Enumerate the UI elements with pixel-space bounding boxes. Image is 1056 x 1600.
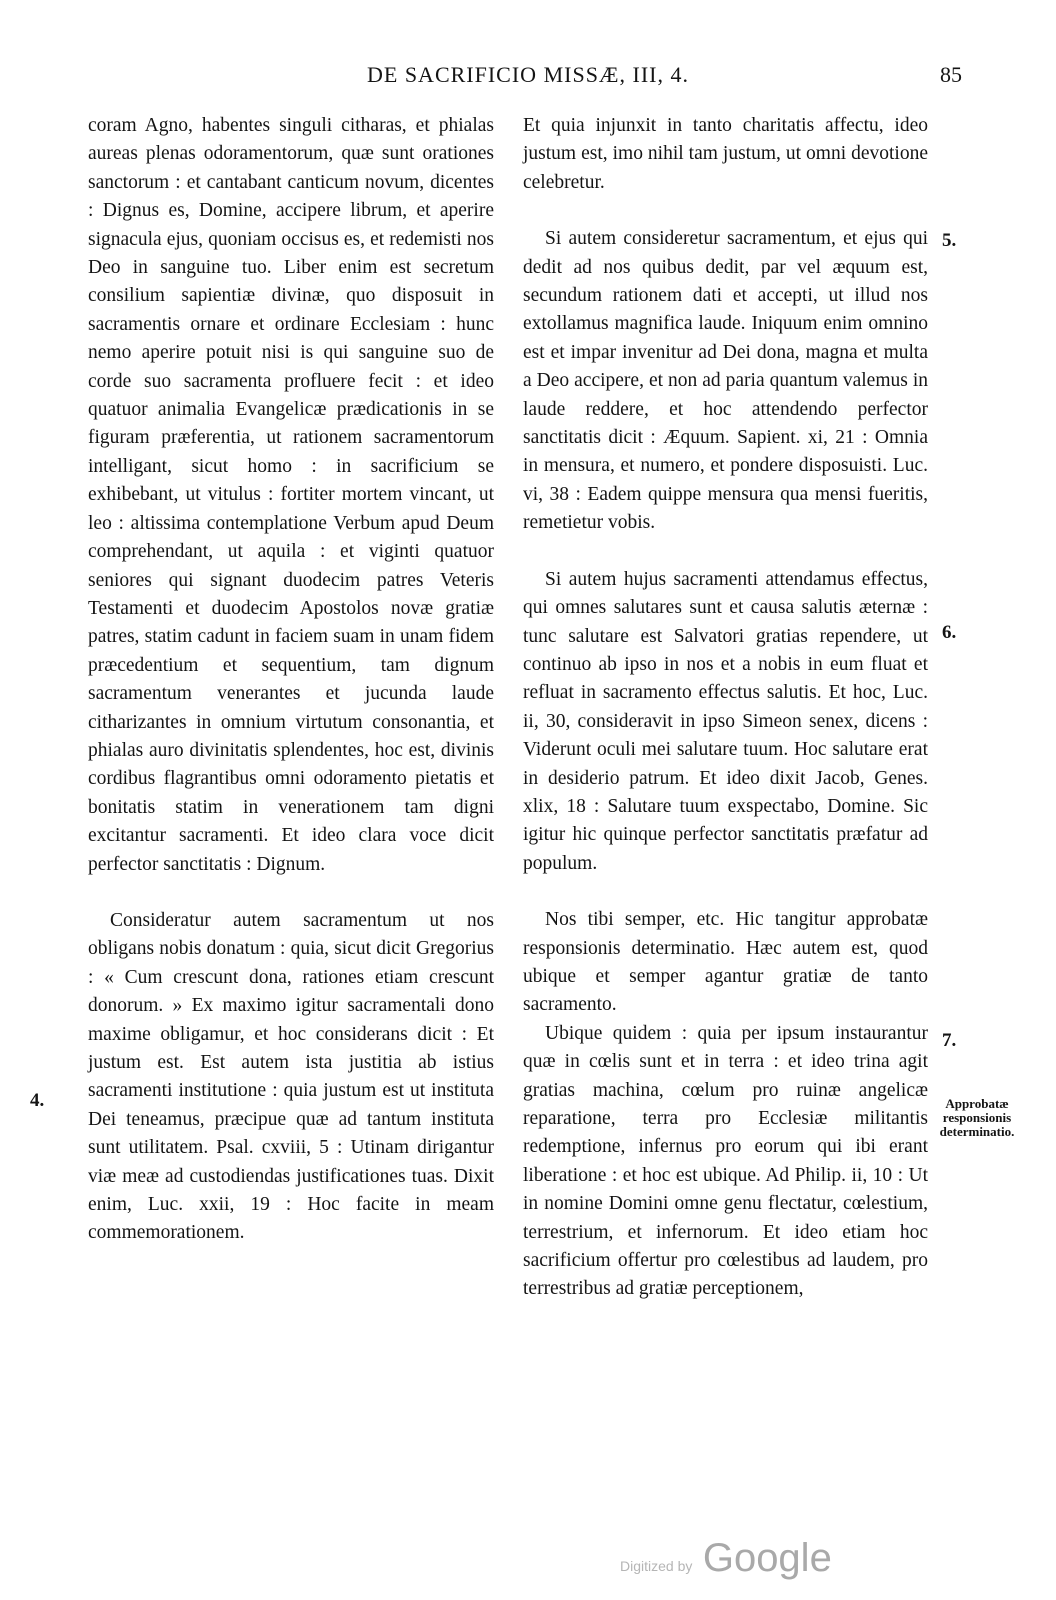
left-column	[88, 112, 494, 1248]
left-paragraph-2: Consideratur autem sacramentum ut nos obligans nobis donatum : quia, sicut dicit Gregorius : « Cum crescunt dona, rationes etiam crescunt donorum. » Ex maximo igitur sacramentali dono maxime obligamur, et hoc considerans dicit : Et justum est. Est autem ista justitia ab istius sacramenti institutione : quia justum est ut instituta Dei teneamus, præcipue quæ ad tantum instituta sunt utilitatem. Psal. cxviii, 5 : Utinam dirigantur viæ meæ ad custodiendas justificationes tuas. Dixit enim, Luc. xxii, 19 : Hoc facite in meam commemorationem.	[88, 909, 494, 1244]
page-number: 85	[940, 62, 962, 87]
margin-number-4: 4.	[30, 1090, 45, 1111]
digitized-by-label: Digitized by	[620, 1558, 693, 1574]
right-paragraph-4: Nos tibi semper, etc. Hic tangitur approbatæ responsionis determinatio. Hæc autem est, quod ubique et semper agantur gratiæ de tanto sacramento.	[523, 909, 928, 1016]
digitization-footer	[620, 1536, 832, 1581]
margin-number-6: 6.	[942, 622, 957, 643]
right-paragraph-1: Et quia injunxit in tanto charitatis affectu, ideo justum est, imo nihil tam justum, ut omni devotione celebretur.	[523, 115, 928, 193]
running-title: DE SACRIFICIO MISSÆ, III, 4.	[367, 62, 689, 87]
right-paragraph-2: Si autem consideretur sacramentum, et ejus qui dedit ad nos quibus dedit, par vel æquum est, secundum rationem dati et accepti, ut illud nos extollamus magnifica laude. Iniquum enim omnino est et impar invenitur ad Dei dona, magna et multa a Deo accipere, et non ad paria quantum valemus in laude reddere, et hoc attendendo perfector sanctitatis dicit : Æquum. Sapient. xi, 21 : Omnia in mensura, et numero, et pondere disposuisti. Luc. vi, 38 : Eadem quippe mensura qua mensi fueritis, remetietur vobis.	[523, 228, 928, 534]
margin-number-7: 7.	[942, 1030, 957, 1051]
margin-number-5: 5.	[942, 230, 957, 251]
right-column	[523, 112, 928, 1304]
right-paragraph-3: Si autem hujus sacramenti attendamus effectus, qui omnes salutares sunt et causa salutis æternæ : tunc salutare est Salvatori gratias rependere, ut continuo ab ipso in nos et a nobis in eum fluat et refluat in sacramento effectus salutis. Et hoc, Luc. ii, 30, consideravit in ipso Simeon senex, dicens : Viderunt oculi mei salutare tuum. Hoc salutare erat in desiderio patrum. Et ideo dixit Jacob, Genes. xlix, 18 : Salutare tuum exspectabo, Domine. Sic igitur hic quinque perfector sanctitatis præfatur ad populum.	[523, 568, 928, 874]
right-paragraph-5: Ubique quidem : quia per ipsum instaurantur quæ in cœlis sunt et in terra : et ideo trina agit gratias machina, cœlum pro ruinæ angelicæ reparatione, terra pro Ecclesiæ militantis redemptione, infernus pro eorum qui ibi erant liberatione : et hoc est ubique. Ad Philip. ii, 10 : Ut in nomine Domini omne genu flectatur, cœlestium, terrestrium, et infernorum. Et ideo etiam hoc sacrificium offertur pro cœlestibus ad laudem, pro terrestribus ad gratiæ perceptionem,	[523, 1022, 928, 1300]
left-paragraph-1: coram Agno, habentes singuli citharas, et phialas aureas plenas odoramentorum, quæ sunt orationes sanctorum : et cantabant canticum novum, dicentes : Dignus es, Domine, accipere librum, et aperire signacula ejus, quoniam occisus es, et redemisti nos Deo in sanguine tuo. Liber enim est secretum consilium sapientiæ divinæ, quo disposuit in sacramentis ornare et ordinare Ecclesiam : hunc nemo aperire potuit nisi is qui sanguine suo de corde suo sacramenta profluere fecit : et ideo quatuor animalia Evangelicæ prædicationis in se figuram præferentia, ut rationem sacramentorum intelligant, sicut homo : in sacrificium se exhibebant, ut vitulus : fortiter mortem vincant, ut leo : altissima contemplatione Verbum apud Deum comprehendant, ut aquila : et viginti quatuor seniores qui signant duodecim patres Veteris Testamenti et duodecim Apostolos novæ gratiæ patres, statim cadunt in faciem suam in unam fidem præcedentium et sequentium, tam dignum sacramentum venerantes et jucunda laude citharizantes in omnium virtutum consonantia, et phialas auro divinitatis splendentes, hoc est, divinis cordibus flagrantibus omni odoramento pietatis et bonitatis statim in venerationem tam digni excitantur sacramenti. Et ideo clara voce dicit perfector sanctitatis : Dignum.	[88, 115, 494, 875]
side-note: Approbatæ responsionis determinatio.	[939, 1096, 1015, 1139]
page-header	[0, 62, 1056, 92]
google-logo: Google	[702, 1536, 832, 1580]
